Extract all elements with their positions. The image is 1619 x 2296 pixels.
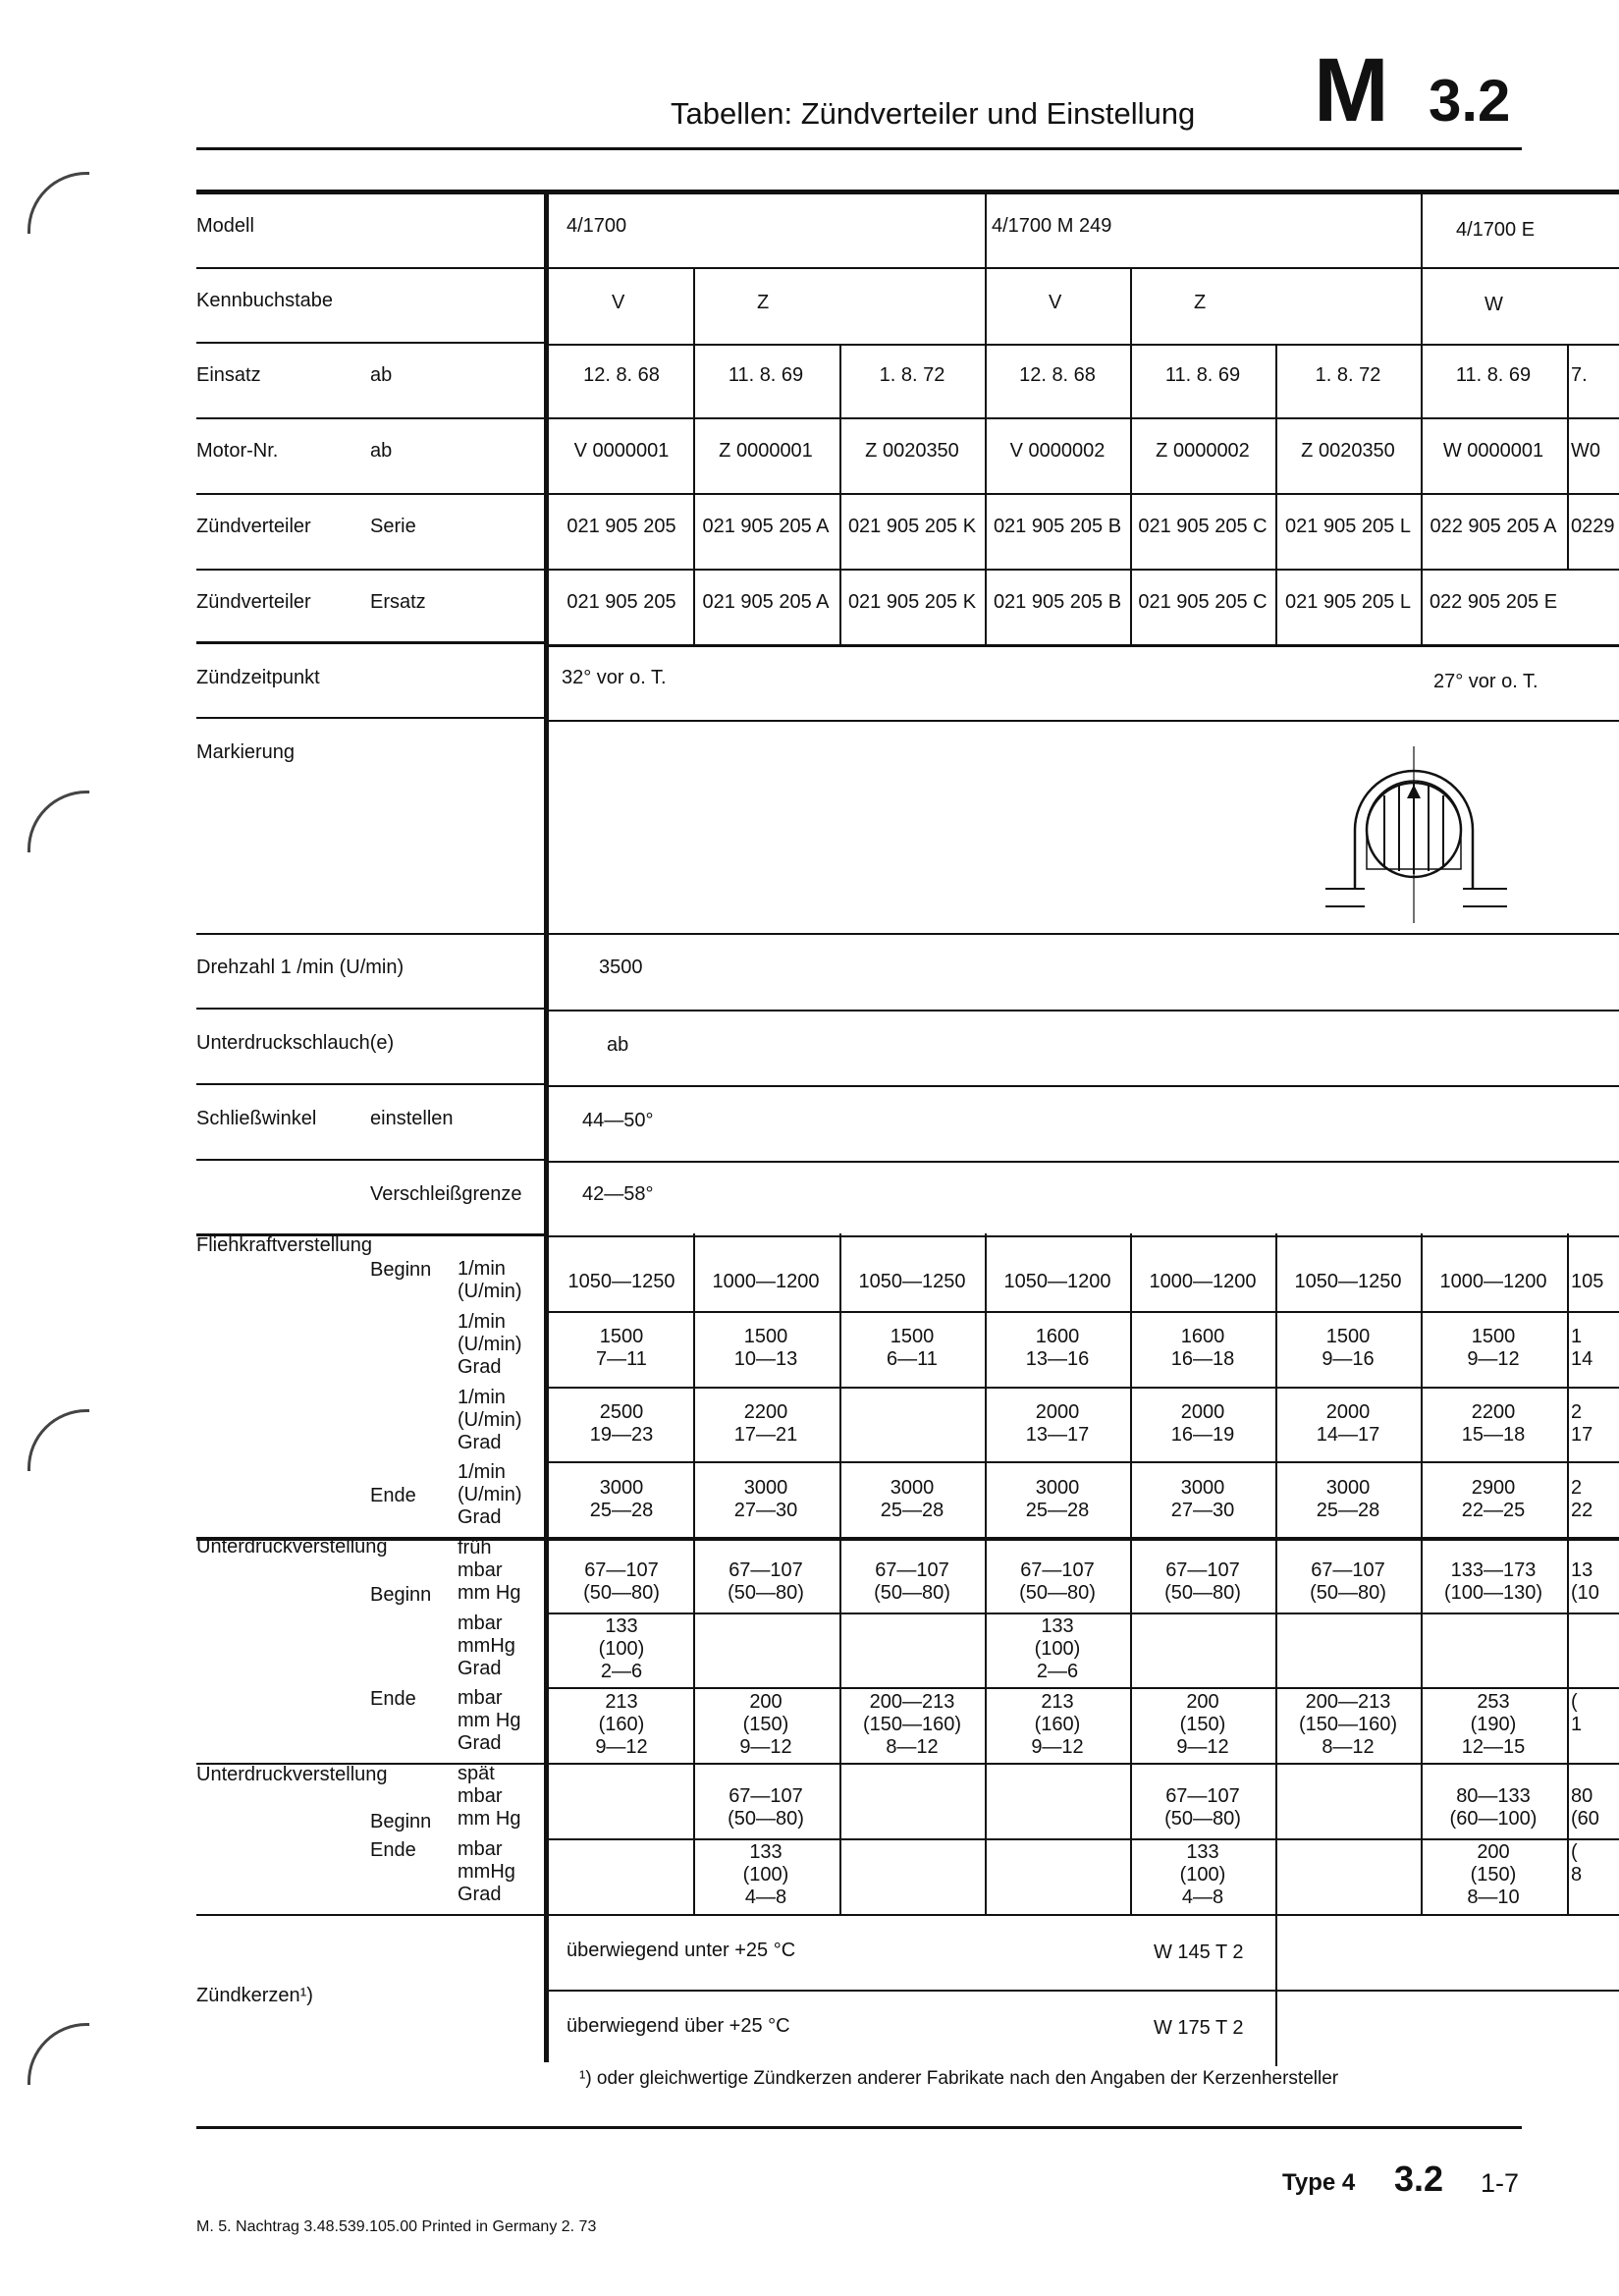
zk-row1-label: überwiegend unter +25 °C <box>567 1940 796 1961</box>
units-fk1: 1/min (U/min) <box>458 1258 522 1302</box>
fk-r2-cell-3: 1500 6—11 <box>887 1326 938 1370</box>
uf-begin-cell-8: 13 (10 <box>1571 1559 1599 1604</box>
uf-end-cell-6: 200—213 (150—160) 8—12 <box>1298 1691 1398 1758</box>
label-fk-beginn: Beginn <box>370 1259 432 1281</box>
label-row-rule-0 <box>196 267 545 269</box>
fk-r2-cell-4: 1600 13—16 <box>1025 1326 1090 1370</box>
units-uf3: mbar mm Hg Grad <box>458 1687 521 1754</box>
fk-r3-cell-2: 2200 17—21 <box>733 1401 798 1446</box>
label-markierung: Markierung <box>196 741 296 763</box>
fk-end-cell-2: 3000 27—30 <box>733 1477 798 1521</box>
einsatz-cell-3: 1. 8. 72 <box>879 364 945 386</box>
model-1: 4/1700 <box>567 215 627 237</box>
label-drehzahl: Drehzahl 1 /min (U/min) <box>196 957 405 978</box>
data-row-rule-6 <box>549 720 1619 722</box>
label-unterdruck-spaet: Unterdruckverstellung <box>196 1764 388 1785</box>
zv-ersatz-cell-2: 021 905 205 A <box>702 591 830 613</box>
zv-serie-cell-4: 021 905 205 B <box>993 516 1122 537</box>
units-uf2: mbar mmHg Grad <box>458 1613 515 1679</box>
fk-end-cell-1: 3000 25—28 <box>589 1477 654 1521</box>
header-rule <box>196 147 1522 150</box>
data-row-rule-5 <box>549 644 1619 647</box>
data-row-rule-3 <box>549 493 1619 495</box>
fk-begin-cell-3: 1050—1250 <box>858 1271 966 1292</box>
label-unterdruck-frueh: Unterdruckverstellung <box>196 1536 388 1558</box>
zv-ersatz-cell-3: 021 905 205 K <box>847 591 977 613</box>
label-motor-sub: ab <box>370 440 393 462</box>
uf-end-cell-3: 200—213 (150—160) 8—12 <box>862 1691 962 1758</box>
footnote: ¹) oder gleichwertige Zündkerzen anderer Fabrikate nach den Angaben der Kerzenhersteller <box>579 2068 1339 2089</box>
label-einsatz-sub: ab <box>370 364 393 386</box>
binder-hole-1 <box>27 172 89 234</box>
us-end-cell-2: 133 (100) 4—8 <box>742 1841 789 1908</box>
fk-end-cell-4: 3000 25—28 <box>1025 1477 1090 1521</box>
fk-r2-cell-7: 1500 9—12 <box>1467 1326 1520 1370</box>
label-us-ende: Ende <box>370 1839 416 1861</box>
einsatz-cell-5: 11. 8. 69 <box>1164 364 1241 386</box>
zv-ersatz-cell-6: 021 905 205 L <box>1285 591 1411 613</box>
label-schliesswinkel-sub: einstellen <box>370 1108 454 1129</box>
letter-4: Z <box>1194 292 1207 313</box>
data-row-rule-11 <box>549 1235 1619 1237</box>
footer-rule <box>196 2126 1522 2129</box>
fk-begin-cell-2: 1000—1200 <box>712 1271 820 1292</box>
unterdruck-spaet-rule <box>196 1763 1619 1765</box>
data-row-rule-8 <box>549 1010 1619 1011</box>
zk-divider <box>1275 1914 1277 2066</box>
label-uf-beginn: Beginn <box>370 1584 432 1606</box>
fk-r2-cell-1: 1500 7—11 <box>596 1326 647 1370</box>
fk-end-cell-6: 3000 25—28 <box>1316 1477 1380 1521</box>
us-begin-cell-2: 67—107 (50—80) <box>728 1785 804 1830</box>
uf-begin-cell-2: 67—107 (50—80) <box>728 1559 804 1604</box>
model-divider-1 <box>985 190 987 644</box>
zv-serie-cell-5: 021 905 205 C <box>1138 516 1268 537</box>
label-row-rule-8 <box>196 1008 545 1010</box>
uf-begin-cell-5: 67—107 (50—80) <box>1164 1559 1241 1604</box>
label-row-rule-3 <box>196 493 545 495</box>
motor-cell-8: W0 <box>1571 440 1600 462</box>
schliesswinkel-value: 44—50° <box>582 1110 654 1131</box>
data-row-rule-9 <box>549 1085 1619 1087</box>
zv-serie-cell-6: 021 905 205 L <box>1285 516 1411 537</box>
drehzahl-value: 3500 <box>599 957 643 978</box>
zv-serie-cell-1: 021 905 205 <box>567 516 676 537</box>
fk-sub-rule-2 <box>549 1461 1619 1463</box>
uf-begin-cell-7: 133—173 (100—130) <box>1443 1559 1543 1604</box>
zuendzeitpunkt-value-2: 27° vor o. T. <box>1433 671 1538 692</box>
zv-ersatz-cell-5: 021 905 205 C <box>1138 591 1268 613</box>
fk-sub-rule-0 <box>549 1311 1619 1313</box>
unterdruckschlauch-value: ab <box>607 1034 629 1056</box>
fk-r3-cell-5: 2000 16—19 <box>1170 1401 1235 1446</box>
uf-begin-cell-6: 67—107 (50—80) <box>1310 1559 1386 1604</box>
label-fliehkraft: Fliehkraftverstellung <box>196 1234 372 1256</box>
fk-end-cell-8: 2 22 <box>1571 1477 1593 1521</box>
us-begin-cell-8: 80 (60 <box>1571 1785 1599 1830</box>
section-code-small: 3.2 <box>1429 68 1511 134</box>
section-code-big: M <box>1314 40 1389 140</box>
model-3: 4/1700 E <box>1456 219 1536 241</box>
fk-r3-cell-6: 2000 14—17 <box>1316 1401 1380 1446</box>
data-row-rule-1 <box>549 344 1619 346</box>
uf-begin-cell-4: 67—107 (50—80) <box>1019 1559 1096 1604</box>
motor-cell-4: V 0000002 <box>1009 440 1106 462</box>
zk-row2-label: überwiegend über +25 °C <box>567 2015 790 2037</box>
page-title: Tabellen: Zündverteiler und Einstellung <box>671 96 1196 131</box>
motor-cell-6: Z 0020350 <box>1301 440 1395 462</box>
fk-r3-cell-1: 2500 19—23 <box>589 1401 654 1446</box>
fk-r2-cell-2: 1500 10—13 <box>733 1326 798 1370</box>
binder-hole-2 <box>27 791 89 852</box>
label-row-rule-10 <box>196 1159 545 1161</box>
ignition-mark-diagram <box>1316 741 1512 928</box>
fk-sub-rule-1 <box>549 1387 1619 1389</box>
label-zv-ersatz: Zündverteiler <box>196 591 311 613</box>
data-row-rule-0 <box>549 267 1619 269</box>
zv-serie-cell-3: 021 905 205 K <box>847 516 977 537</box>
verschleiss-value: 42—58° <box>582 1183 654 1205</box>
uf-end-cell-7: 253 (190) 12—15 <box>1461 1691 1526 1758</box>
zv-serie-cell-7: 022 905 205 A <box>1430 516 1557 537</box>
zk-row1-value: W 145 T 2 <box>1154 1941 1244 1963</box>
motor-cell-2: Z 0000001 <box>719 440 813 462</box>
label-row-rule-5 <box>196 641 545 644</box>
fk-begin-cell-1: 1050—1250 <box>567 1271 675 1292</box>
motor-cell-1: V 0000001 <box>573 440 670 462</box>
fk-r2-cell-5: 1600 16—18 <box>1170 1326 1235 1370</box>
uf-end-cell-2: 200 (150) 9—12 <box>739 1691 792 1758</box>
fk-r3-cell-4: 2000 13—17 <box>1025 1401 1090 1446</box>
fk-begin-cell-7: 1000—1200 <box>1439 1271 1547 1292</box>
us-end-cell-7: 200 (150) 8—10 <box>1467 1841 1520 1908</box>
table-top-rule <box>196 190 1619 194</box>
us-end-cell-5: 133 (100) 4—8 <box>1179 1841 1226 1908</box>
data-row-rule-10 <box>549 1161 1619 1163</box>
einsatz-cell-2: 11. 8. 69 <box>728 364 804 386</box>
label-schliesswinkel: Schließwinkel <box>196 1108 317 1129</box>
footer-page: 1-7 <box>1481 2168 1520 2198</box>
model-divider-2 <box>1421 190 1423 644</box>
footer-type: Type 4 <box>1282 2169 1356 2196</box>
fk-r2-cell-8: 1 14 <box>1571 1326 1593 1370</box>
einsatz-cell-4: 12. 8. 68 <box>1019 364 1096 386</box>
fk-r2-cell-6: 1500 9—16 <box>1322 1326 1375 1370</box>
label-modell: Modell <box>196 215 254 237</box>
label-fk-ende: Ende <box>370 1485 416 1506</box>
data-row-rule-2 <box>549 417 1619 419</box>
uf-sub-rule-1 <box>549 1613 1619 1614</box>
label-verschleiss: Verschleißgrenze <box>370 1183 522 1205</box>
uf-begin-cell-1: 67—107 (50—80) <box>583 1559 660 1604</box>
fk-begin-cell-4: 1050—1200 <box>1003 1271 1111 1292</box>
label-kennbuchstabe: Kennbuchstabe <box>196 290 334 311</box>
footer-imprint: M. 5. Nachtrag 3.48.539.105.00 Printed in Germany 2. 73 <box>196 2218 597 2235</box>
fk-end-cell-3: 3000 25—28 <box>880 1477 944 1521</box>
us-begin-cell-5: 67—107 (50—80) <box>1164 1785 1241 1830</box>
letter-1: V <box>612 292 625 313</box>
zv-serie-cell-2: 021 905 205 A <box>702 516 830 537</box>
fk-r3-cell-7: 2200 15—18 <box>1461 1401 1526 1446</box>
us-sub-rule <box>549 1838 1619 1840</box>
uf-end-cell-8: ( 1 <box>1571 1691 1583 1735</box>
motor-cell-3: Z 0020350 <box>865 440 959 462</box>
zv-ersatz-cell-4: 021 905 205 B <box>993 591 1122 613</box>
einsatz-cell-7: 11. 8. 69 <box>1455 364 1532 386</box>
einsatz-cell-8: 7. <box>1571 364 1588 386</box>
label-row-rule-4 <box>196 569 545 571</box>
letter-2: Z <box>757 292 770 313</box>
zuendkerzen-mid-rule <box>549 1990 1619 1992</box>
motor-cell-5: Z 0000002 <box>1156 440 1250 462</box>
model-2: 4/1700 M 249 <box>992 215 1112 237</box>
label-zv-serie-sub: Serie <box>370 516 416 537</box>
letter-3: V <box>1049 292 1062 313</box>
us-end-cell-8: ( 8 <box>1571 1841 1583 1886</box>
label-einsatz: Einsatz <box>196 364 261 386</box>
us-begin-cell-7: 80—133 (60—100) <box>1449 1785 1538 1830</box>
units-fk4: 1/min (U/min) Grad <box>458 1461 522 1528</box>
data-row-rule-7 <box>549 933 1619 935</box>
label-row-rule-9 <box>196 1083 545 1085</box>
label-zuendzeitpunkt: Zündzeitpunkt <box>196 667 320 688</box>
units-us1: spät mbar mm Hg <box>458 1763 521 1830</box>
label-uf-ende: Ende <box>370 1688 416 1710</box>
label-zuendkerzen: Zündkerzen¹) <box>196 1985 313 2006</box>
motor-cell-7: W 0000001 <box>1442 440 1544 462</box>
fk-begin-cell-6: 1050—1250 <box>1294 1271 1402 1292</box>
label-row-rule-6 <box>196 717 545 719</box>
fk-end-cell-7: 2900 22—25 <box>1461 1477 1526 1521</box>
zv-ersatz-cell-7: 022 905 205 E <box>1429 591 1558 613</box>
units-uf1: früh mbar mm Hg <box>458 1537 521 1604</box>
binder-hole-4 <box>27 2023 89 2085</box>
footer-section: 3.2 <box>1394 2159 1444 2199</box>
label-column-divider <box>544 190 549 2062</box>
label-row-rule-7 <box>196 933 545 935</box>
units-fk3: 1/min (U/min) Grad <box>458 1387 522 1453</box>
zuendzeitpunkt-value-1: 32° vor o. T. <box>562 667 667 688</box>
einsatz-cell-1: 12. 8. 68 <box>583 364 660 386</box>
zuendkerzen-top-rule <box>196 1914 1619 1916</box>
data-row-rule-4 <box>549 569 1619 571</box>
fk-begin-cell-8: 105 <box>1571 1271 1604 1292</box>
fk-end-cell-5: 3000 27—30 <box>1170 1477 1235 1521</box>
label-motor: Motor-Nr. <box>196 440 279 462</box>
uf-mid-cell-4: 133 (100) 2—6 <box>1034 1615 1081 1682</box>
label-row-rule-2 <box>196 417 545 419</box>
uf-begin-cell-3: 67—107 (50—80) <box>874 1559 950 1604</box>
fk-r3-cell-8: 2 17 <box>1571 1401 1593 1446</box>
binder-hole-3 <box>27 1409 89 1471</box>
uf-end-cell-5: 200 (150) 9—12 <box>1176 1691 1229 1758</box>
uf-mid-cell-1: 133 (100) 2—6 <box>598 1615 645 1682</box>
einsatz-cell-6: 1. 8. 72 <box>1315 364 1381 386</box>
uf-end-cell-4: 213 (160) 9—12 <box>1031 1691 1084 1758</box>
zv-ersatz-cell-1: 021 905 205 <box>567 591 676 613</box>
uf-sub-rule-2 <box>549 1687 1619 1689</box>
units-fk2: 1/min (U/min) Grad <box>458 1311 522 1378</box>
zk-row2-value: W 175 T 2 <box>1154 2017 1244 2039</box>
letter-5: W <box>1484 294 1503 315</box>
label-row-rule-1 <box>196 342 545 344</box>
label-us-beginn: Beginn <box>370 1811 432 1832</box>
fk-begin-cell-5: 1000—1200 <box>1149 1271 1257 1292</box>
units-us2: mbar mmHg Grad <box>458 1838 515 1905</box>
zv-serie-cell-8: 0229 <box>1571 516 1615 537</box>
uf-end-cell-1: 213 (160) 9—12 <box>595 1691 648 1758</box>
label-unterdruckschlauch: Unterdruckschlauch(e) <box>196 1032 395 1054</box>
label-zv-ersatz-sub: Ersatz <box>370 591 426 613</box>
unterdruck-rule <box>196 1537 1619 1541</box>
label-zv-serie: Zündverteiler <box>196 516 311 537</box>
